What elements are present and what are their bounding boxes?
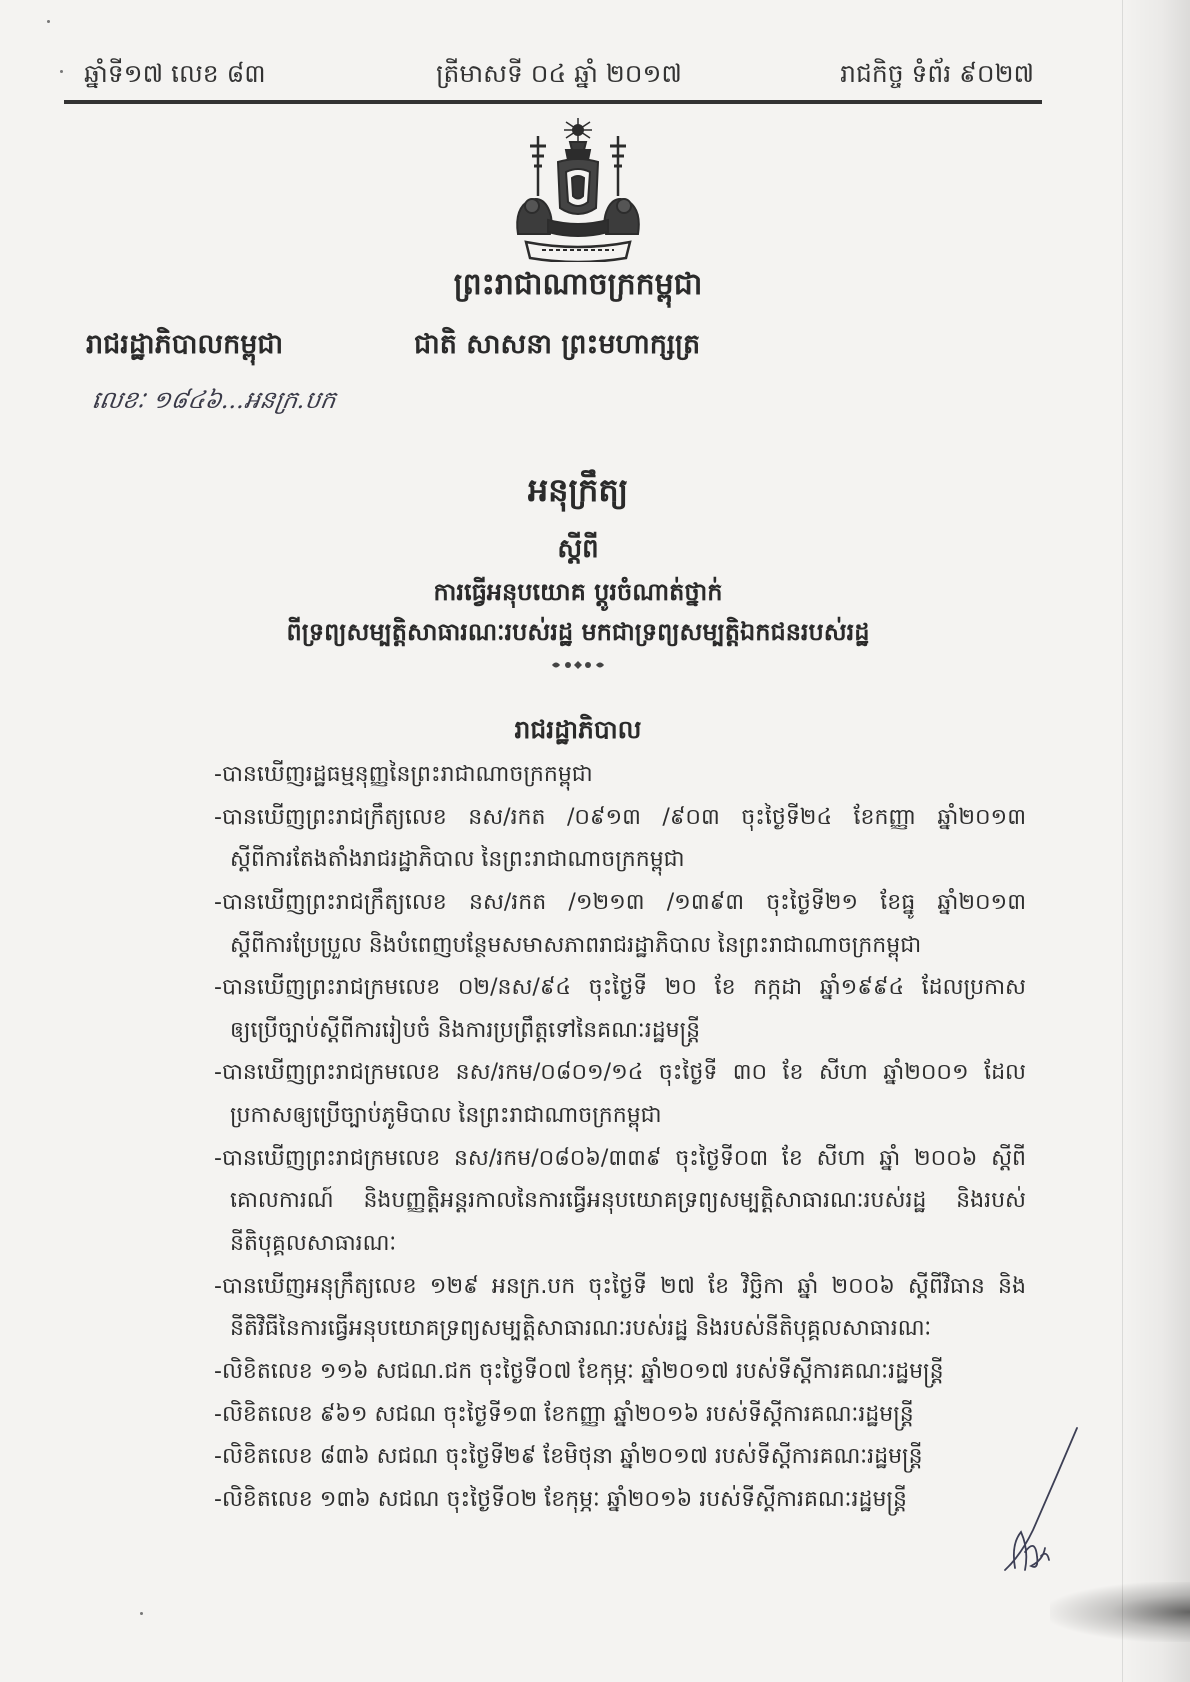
recital-item: -បានឃើញអនុក្រឹត្យលេខ ១២៩ អនក្រ.បក ចុះថ្ងៃទី ២៧ ខែ វិច្ឆិកា ឆ្នាំ ២០០៦ ស្តីពីវិធាន និង bbox=[214, 1273, 1026, 1299]
issue-number: ឆ្នាំទី១៧ លេខ ៨៣ bbox=[84, 59, 266, 88]
recital-item-continuation: ប្រកាសឲ្យប្រើច្បាប់ភូមិបាល នៃព្រះរាជាណាចក្រកម្ពុជា bbox=[230, 1103, 662, 1129]
government-name: រាជរដ្ឋាភិបាលកម្ពុជា bbox=[86, 329, 284, 360]
subject-label: ស្តីពី bbox=[557, 534, 599, 564]
national-motto: ជាតិ សាសនា ព្រះមហាក្សត្រ bbox=[414, 329, 701, 360]
subject-line-1: ការធ្វើអនុបយោគ ប្តូរចំណាត់ថ្នាក់ bbox=[433, 577, 723, 606]
subject-line-2: ពីទ្រព្យសម្បត្តិសាធារណៈរបស់រដ្ឋ មកជាទ្រព្យសម្បត្តិឯកជនរបស់រដ្ឋ bbox=[286, 617, 870, 646]
recital-item: -លិខិតលេខ ១៣៦ សជណ ចុះថ្ងៃទី០២ ខែកុម្ភៈ ឆ្នាំ២០១៦ របស់ទីស្តីការគណៈរដ្ឋមន្ត្រី bbox=[214, 1486, 907, 1512]
recital-item-continuation: គោលការណ៍ និងបញ្ញត្តិអន្តរកាលនៃការធ្វើអនុបយោគទ្រព្យសម្បត្តិសាធារណៈរបស់រដ្ឋ និងរបស់ bbox=[230, 1188, 1026, 1214]
recital-item: -បានឃើញរដ្ឋធម្មនុញ្ញនៃព្រះរាជាណាចក្រកម្ពុជា bbox=[214, 762, 593, 787]
recitals-list bbox=[214, 754, 1026, 1524]
header-rule bbox=[64, 100, 1042, 104]
document-title: អនុក្រឹត្យ bbox=[527, 471, 629, 509]
scan-speck bbox=[140, 1612, 143, 1615]
recital-item: -បានឃើញព្រះរាជក្រឹត្យលេខ នស/រកត /១២១៣ /១៣៩៣ ចុះថ្ងៃទី២១ ខែធ្នូ ឆ្នាំ២០១៣ bbox=[214, 889, 1026, 915]
page-edge-shadow bbox=[1120, 0, 1190, 1682]
handwritten-reference-number: លេខៈ ១៨៤៦...អនក្រ.បក bbox=[90, 386, 338, 414]
recital-item: -លិខិតលេខ ៨៣៦ សជណ ចុះថ្ងៃទី២៩ ខែមិថុនា ឆ្នាំ២០១៧ របស់ទីស្តីការគណៈរដ្ឋមន្ត្រី bbox=[214, 1444, 923, 1470]
royal-coat-of-arms-icon bbox=[508, 116, 648, 262]
recital-item: -លិខិតលេខ ១១៦ សជណ.ជក ចុះថ្ងៃទី០៧ ខែកុម្ភៈ ឆ្នាំ២០១៧ របស់ទីស្តីការគណៈរដ្ឋមន្ត្រី bbox=[214, 1358, 944, 1384]
scan-speck bbox=[47, 20, 50, 23]
recital-item-continuation: នីតិបុគ្គលសាធារណៈ bbox=[230, 1231, 397, 1257]
gazette-page-number: រាជកិច្ច ទំព័រ ៩០២៧ bbox=[840, 59, 1034, 88]
recital-item: -បានឃើញព្រះរាជក្រឹត្យលេខ នស/រកត /០៩១៣ /៩០៣ ចុះថ្ងៃទី២៤ ខែកញ្ញា ឆ្នាំ២០១៣ bbox=[214, 804, 1026, 830]
recital-item: -បានឃើញព្រះរាជក្រមលេខ នស/រកម/០៨០៦/៣៣៩ ចុះថ្ងៃទី០៣ ខែ សីហា ឆ្នាំ ២០០៦ ស្តីពី bbox=[214, 1145, 1026, 1171]
handwritten-initials-signature bbox=[985, 1420, 1085, 1580]
ornament-icon bbox=[548, 658, 608, 672]
recital-item-continuation: ឲ្យប្រើច្បាប់ស្តីពីការរៀបចំ និងការប្រព្រឹត្តទៅនៃគណៈរដ្ឋមន្ត្រី bbox=[230, 1017, 701, 1043]
recital-item: -បានឃើញព្រះរាជក្រមលេខ នស/រកម/០៨០១/១៤ ចុះថ្ងៃទី ៣០ ខែ សីហា ឆ្នាំ២០០១ ដែល bbox=[214, 1060, 1026, 1086]
kingdom-name: ព្រះរាជាណាចក្រកម្ពុជា bbox=[453, 267, 703, 302]
recital-item-continuation: ស្តីពីការប្រែប្រួល និងបំពេញបន្ថែមសមាសភាពរាជរដ្ឋាភិបាល នៃព្រះរាជាណាចក្រកម្ពុជា bbox=[230, 932, 922, 958]
scan-speck bbox=[60, 70, 63, 73]
quarter-year: ត្រីមាសទី ០៤ ឆ្នាំ ២០១៧ bbox=[436, 59, 682, 88]
issuing-authority: រាជរដ្ឋាភិបាល bbox=[514, 715, 642, 744]
recital-item: -បានឃើញព្រះរាជក្រមលេខ ០២/នស/៩៤ ចុះថ្ងៃទី ២០ ខែ កក្កដា ឆ្នាំ១៩៩៤ ដែលប្រកាស bbox=[214, 975, 1026, 1001]
page-edge bbox=[1122, 0, 1123, 1682]
recital-item: -លិខិតលេខ ៩៦១ សជណ ចុះថ្ងៃទី១៣ ខែកញ្ញា ឆ្នាំ២០១៦ របស់ទីស្តីការគណៈរដ្ឋមន្ត្រី bbox=[214, 1401, 914, 1427]
recital-item-continuation: ស្តីពីការតែងតាំងរាជរដ្ឋាភិបាល នៃព្រះរាជាណាចក្រកម្ពុជា bbox=[230, 847, 685, 873]
recital-item-continuation: នីតិវិធីនៃការធ្វើអនុបយោគទ្រព្យសម្បត្តិសាធារណៈរបស់រដ្ឋ និងរបស់នីតិបុគ្គលសាធារណៈ bbox=[230, 1316, 932, 1342]
scan-corner-shadow bbox=[1050, 1582, 1190, 1642]
gazette-header bbox=[84, 54, 1034, 94]
